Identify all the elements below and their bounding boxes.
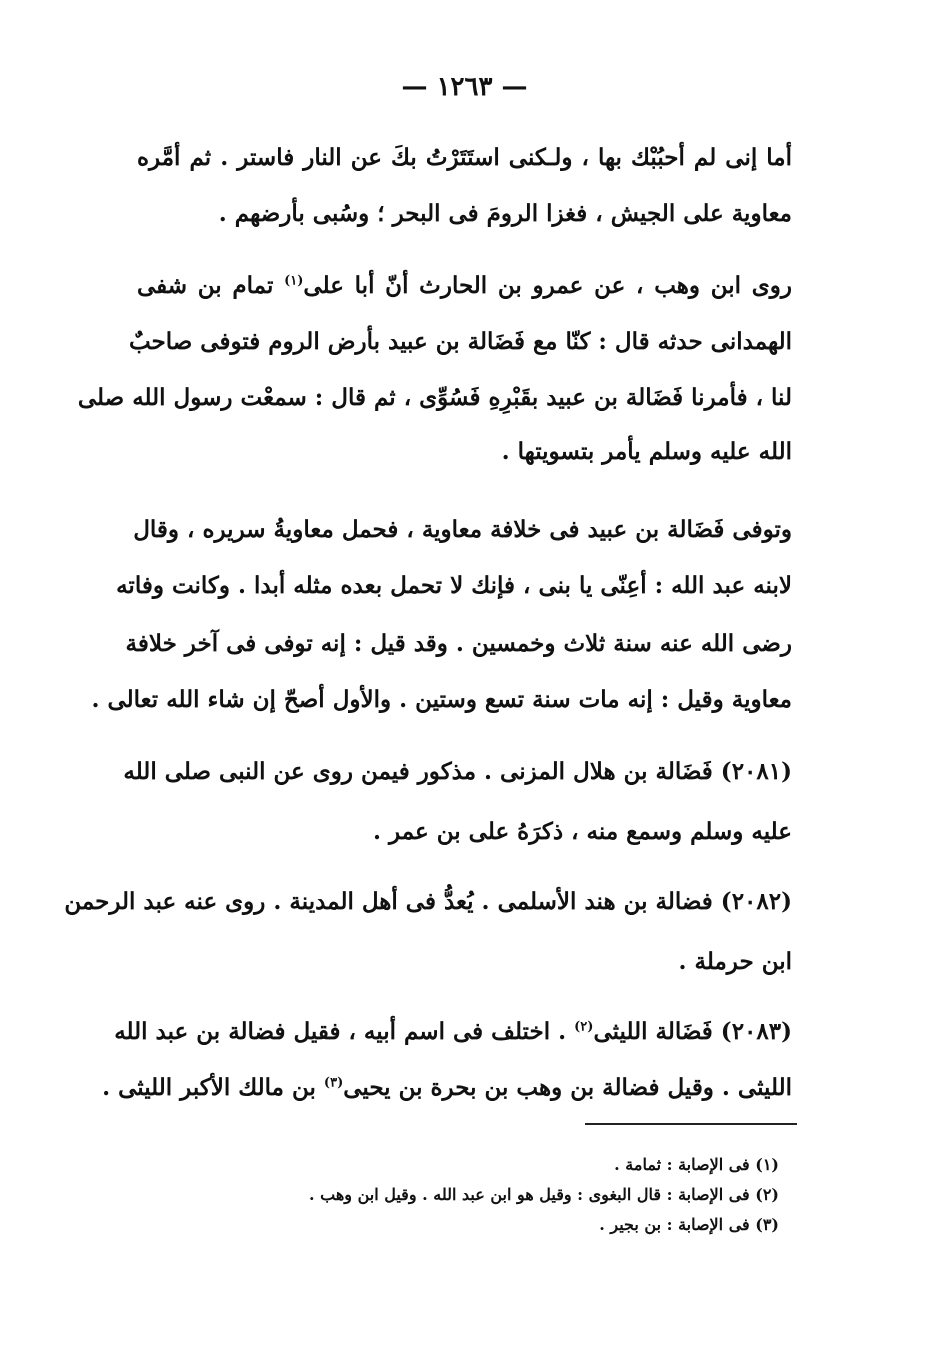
page-number: — ١٢٦٣ — <box>401 72 528 102</box>
footnote-2: (٢) فى الإصابة : قال البغوى : وقيل هو ابن عبد الله . وقيل ابن وهب . <box>308 1185 779 1204</box>
text-line: أما إنى لم أحبُبْك بها ، ولـكنى استَتَرْتُ بكَ عن النار فاستر . ثم أمَّره <box>137 144 792 171</box>
footnote-ref-1: (١) <box>284 273 304 289</box>
text-line: رضى الله عنه سنة ثلاث وخمسين . وقد قيل : إنه توفى فى آخر خلافة <box>125 630 792 657</box>
footnote-3: (٣) فى الإصابة : بن بجير . <box>599 1215 779 1234</box>
footnote-divider <box>585 1123 797 1125</box>
entry-2082: (٢٠٨٢) فضالة بن هند الأسلمى . يُعدُّ فى أهل المدينة . روى عنه عبد الرحمن <box>64 888 792 915</box>
text-line: الهمدانى حدثه قال : كنّا مع فَضَالة بن عبيد بأرض الروم فتوفى صاحبٌ <box>128 328 792 355</box>
footnote-ref-2: (٢) <box>574 1019 594 1035</box>
text-line: الله عليه وسلم يأمر بتسويتها . <box>501 438 792 465</box>
footnote-ref-3: (٣) <box>323 1075 344 1091</box>
text-line: روى ابن وهب ، عن عمرو بن الحارث أنّ أبا على$^{(١)}$ تمام بن شفى <box>137 272 792 299</box>
text-line: لنا ، فأمرنا فَضَالة بن عبيد بقَبْرِهِ فَسُوِّى ، ثم قال : سمعْت رسول الله صلى <box>77 384 792 411</box>
text-line: الليثى . وقيل فضالة بن وهب بن بحرة بن يحيى$^{(٣)}$ بن مالك الأكبر الليثى . <box>102 1074 792 1101</box>
entry-2081: (٢٠٨١) فَضَالة بن هلال المزنى . مذكور فيمن روى عن النبى صلى الله <box>123 758 792 785</box>
text-line: معاوية وقيل : إنه مات سنة تسع وستين . والأول أصحّ إن شاء الله تعالى . <box>91 686 792 713</box>
text-line: عليه وسلم وسمع منه ، ذكرَهُ على بن عمر . <box>373 818 792 845</box>
text-line: ابن حرملة . <box>678 948 792 975</box>
text-line: معاوية على الجيش ، فغزا الرومَ فى البحر ؛ وسُبى بأرضهم . <box>218 200 792 227</box>
text-line: وتوفى فَضَالة بن عبيد فى خلافة معاوية ، فحمل معاويةُ سريره ، وقال <box>133 516 792 543</box>
footnote-1: (١) فى الإصابة : ثمامة . <box>614 1155 779 1174</box>
entry-2083: (٢٠٨٣) فَضَالة الليثى$^{(٢)}$ . اختلف فى اسم أبيه ، فقيل فضالة بن عبد الله <box>114 1018 792 1045</box>
text-line: لابنه عبد الله : أعِنّى يا بنى ، فإنك لا تحمل بعده مثله أبدا . وكانت وفاته <box>116 572 792 599</box>
